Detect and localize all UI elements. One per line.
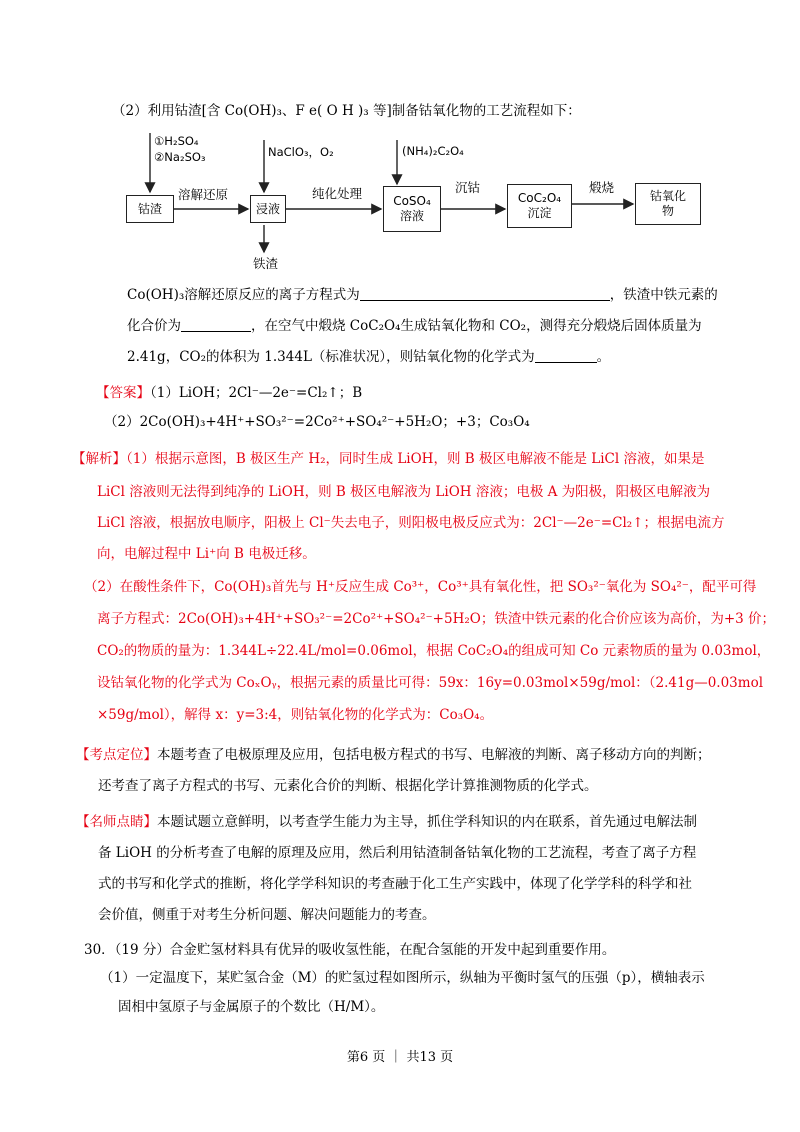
reagent-na2so3: ②Na₂SO₃ bbox=[154, 150, 206, 164]
answer-part2: （2）2Co(OH)₃+4H⁺+SO₃²⁻=2Co²⁺+SO₄²⁻+5H₂O；+3；Co₃O₄ bbox=[104, 414, 530, 430]
kaodian-line-1 bbox=[76, 745, 711, 765]
question-text-2b: ，在空气中煅烧 CoC₂O₄生成钴氧化物和 CO₂，测得充分煅烧后固体质量为 bbox=[251, 318, 702, 334]
answer-line-1 bbox=[96, 383, 362, 403]
box-coc2o4-line1: CoC₂O₄ bbox=[517, 191, 562, 205]
question-line-3 bbox=[127, 347, 610, 367]
analysis-p2-l4: 设钴氧化物的化学式为 CoₓOᵧ，根据元素的质量比可得：59x：16y=0.03mol×59g/mol：（2.41g—0.03mol bbox=[97, 675, 764, 691]
mingshi-line-1 bbox=[76, 812, 697, 832]
analysis-p1-l4: 向，电解过程中 Li⁺向 B 电极迁移。 bbox=[97, 546, 316, 562]
answer-blank-equation[interactable] bbox=[360, 286, 610, 301]
step-dissolve-reduce: 溶解还原 bbox=[178, 187, 229, 202]
answer-tag: 【答案】 bbox=[96, 385, 150, 401]
mingshi-l4: 会价值，侧重于对考生分析问题、解决问题能力的考查。 bbox=[98, 907, 436, 923]
kaodian-tag: 【考点定位】 bbox=[76, 747, 157, 763]
box-coc2o4-line2: 沉淀 bbox=[527, 206, 552, 220]
analysis-p2-l2: 离子方程式：2Co(OH)₃+4H⁺+SO₃²⁻=2Co²⁺+SO₄²⁻+5H₂O；铁渣中铁元素的化合价应该为高价，为+3 价； bbox=[97, 611, 776, 627]
mingshi-l2: 备 LiOH 的分析考查了电解的原理及应用，然后利用钴渣制备钴氧化物的工艺流程，考查了离子方程 bbox=[98, 845, 697, 861]
question-line-2 bbox=[127, 316, 702, 336]
box-coso4-line1: CoSO₄ bbox=[393, 194, 431, 208]
analysis-p1-l3: LiCl 溶液，根据放电顺序，阳极上 Cl⁻失去电子，则阳极电极反应式为：2Cl⁻—2e⁻=Cl₂↑；根据电流方 bbox=[97, 515, 725, 531]
mingshi-tag: 【名师点睛】 bbox=[76, 814, 157, 830]
question-text-1b: ，铁渣中铁元素的 bbox=[609, 287, 718, 303]
box-cobalt-oxide bbox=[635, 183, 701, 225]
mingshi-l3: 式的书写和化学式的推断，将化学学科知识的考查融于化工生产实践中，体现了化学学科的科学和社 bbox=[98, 876, 692, 892]
q30-l1: 30．（19 分）合金贮氢材料具有优异的吸收氢性能，在配合氢能的开发中起到重要作用。 bbox=[84, 942, 616, 958]
question-text-3b: 。 bbox=[596, 349, 611, 365]
iron-slag-label: 铁渣 bbox=[253, 256, 279, 271]
analysis-tag: 【解析】 bbox=[72, 451, 126, 467]
box-coso4-solution bbox=[383, 186, 441, 232]
box-oxide-line1: 钴氧化 bbox=[649, 189, 686, 203]
analysis-p1-l1: （1）根据示意图，B 极区生产 H₂，同时生成 LiOH，则 B 极区电解液不能是 LiCl 溶液，如果是 bbox=[126, 451, 705, 467]
step-calcine: 煅烧 bbox=[589, 180, 615, 195]
q30-l2: （1）一定温度下，某贮氢合金（M）的贮氢过程如图所示，纵轴为平衡时氢气的压强（p），横轴表示 bbox=[100, 970, 705, 986]
part2-intro: （2）利用钴渣[含 Co(OH)₃、F e( O H )₃ 等]制备钴氧化物的工艺流程如下： bbox=[112, 103, 581, 119]
page-footer: 第6 页 ｜ 共13 页 bbox=[346, 1050, 454, 1065]
step-precipitate: 沉钴 bbox=[455, 180, 481, 195]
box-cobalt-slag: 钴渣 bbox=[126, 195, 174, 223]
analysis-p2-l3: CO₂的物质的量为：1.344L÷22.4L/mol=0.06mol，根据 CoC₂O₄的组成可知 Co 元素物质的量为 0.03mol， bbox=[97, 643, 771, 659]
box-coc2o4-precipitate bbox=[507, 184, 572, 228]
analysis-line-1 bbox=[72, 449, 704, 469]
question-text-3a: 2.41g，CO₂的体积为 1.344L（标准状况），则钴氧化物的化学式为 bbox=[127, 349, 535, 365]
box-leachate: 浸液 bbox=[250, 195, 286, 223]
answer-blank-formula[interactable] bbox=[535, 348, 597, 363]
answer-part1: （1）LiOH；2Cl⁻—2e⁻=Cl₂↑；B bbox=[150, 385, 363, 401]
mingshi-l1: 本题试题立意鲜明，以考查学生能力为主导，抓住学科知识的内在联系，首先通过电解法制 bbox=[157, 814, 697, 830]
box-coso4-line2: 溶液 bbox=[399, 209, 424, 223]
kaodian-l1: 本题考查了电极原理及应用，包括电极方程式的书写、电解液的判断、离子移动方向的判断； bbox=[157, 747, 711, 763]
analysis-p2-l5: ×59g/mol），解得 x：y=3:4，则钴氧化物的化学式为：Co₃O₄。 bbox=[97, 707, 494, 723]
q30-l3: 固相中氢原子与金属原子的个数比（H/M）。 bbox=[118, 999, 385, 1015]
kaodian-l2: 还考查了离子方程式的书写、元素化合价的判断、根据化学计算推测物质的化学式。 bbox=[98, 778, 598, 794]
step-purify: 纯化处理 bbox=[312, 186, 363, 201]
question-text-2a: 化合价为 bbox=[127, 318, 181, 334]
reagent-naclo3-o2: NaClO₃，O₂ bbox=[268, 145, 334, 159]
question-line-1 bbox=[127, 285, 718, 305]
question-text-1a: Co(OH)₃溶解还原反应的离子方程式为 bbox=[127, 287, 360, 303]
flow-arrows bbox=[0, 0, 800, 290]
analysis-p1-l2: LiCl 溶液则无法得到纯净的 LiOH，则 B 极区电解液为 LiOH 溶液；电极 A 为阳极，阳极区电解液为 bbox=[97, 484, 711, 500]
reagent-h2so4: ①H₂SO₄ bbox=[154, 134, 199, 148]
reagent-ammonium-oxalate: (NH₄)₂C₂O₄ bbox=[402, 144, 464, 158]
analysis-p2-l1: （2）在酸性条件下，Co(OH)₃首先与 H⁺反应生成 Co³⁺，Co³⁺具有氧化性，把 SO₃²⁻氧化为 SO₄²⁻，配平可得 bbox=[84, 579, 757, 595]
answer-blank-valence[interactable] bbox=[181, 317, 251, 332]
box-oxide-line2: 物 bbox=[661, 204, 674, 218]
